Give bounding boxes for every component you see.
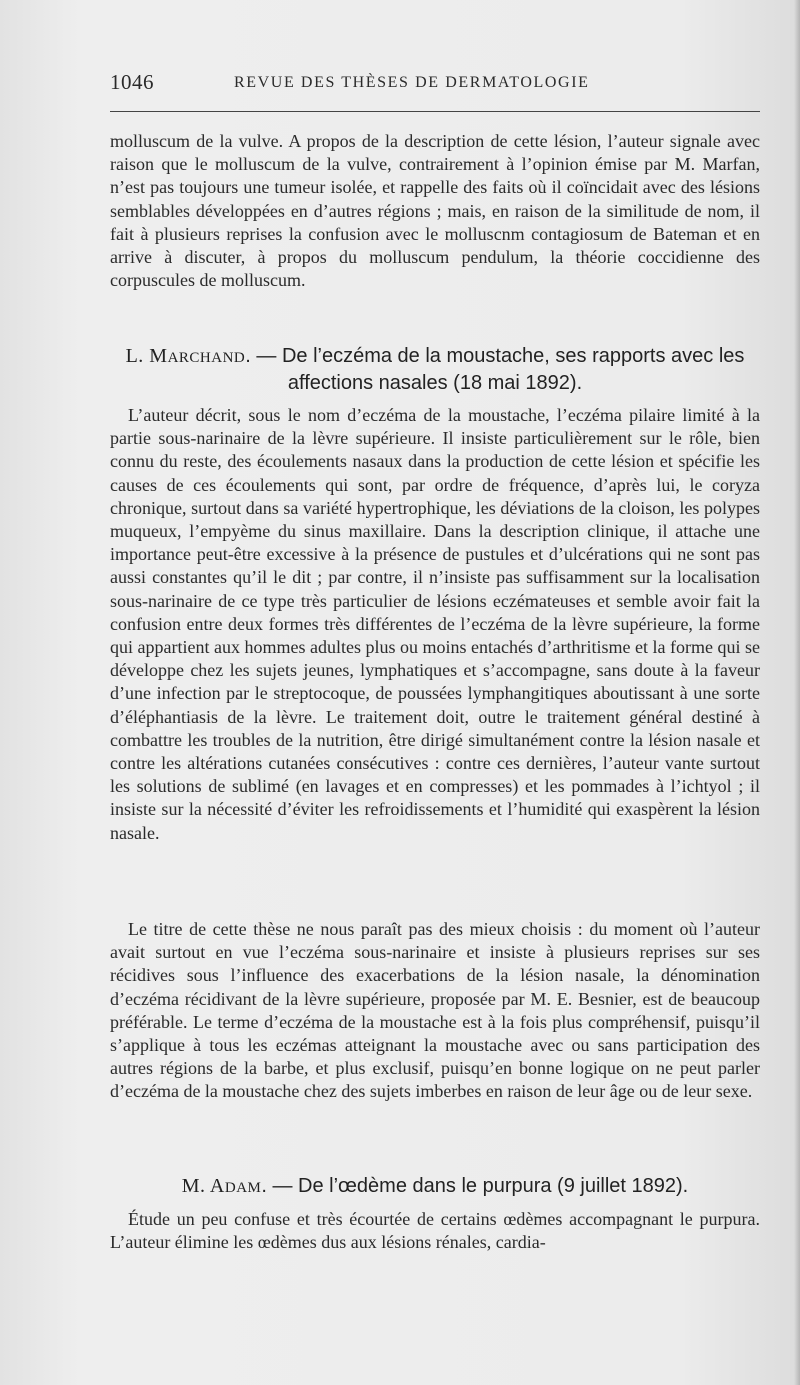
- paragraph-eczema-critique: Le titre de cette thèse ne nous paraît pas des mieux choisis : du moment où l’auteur avait surtout en vue l’eczéma sous-narinaire et insiste à plusieurs reprises sur ses récidives sous l’influence des exacerbations de la lésion nasale, la dénomination d’eczéma récidivant de la lèvre supérieure, proposée par M. E. Besnier, est de beaucoup préférable. Le terme d’eczéma de la moustache est à la fois plus compréhensif, puisqu’il s’applique à tous les eczémas atteignant la moustache avec ou sans participation des autres régions de la barbe, et plus exclusif, puisqu’en bonne logique on ne peut parler d’eczéma de la moustache chez des sujets imberbes en raison de leur âge ou de leur sexe.: [110, 919, 760, 1102]
- author-initial: L. M: [125, 345, 168, 367]
- heading-dash: . —: [245, 345, 282, 367]
- heading-dash: . —: [261, 1175, 299, 1197]
- header-rule: [110, 111, 760, 112]
- section-heading-adam: [110, 1174, 760, 1201]
- paragraph-purpura: Étude un peu confuse et très écourtée de certains œdèmes accompagnant le purpura. L’auteur élimine les œdèmes dus aux lésions rénales, cardia-: [110, 1209, 760, 1253]
- author-smallcaps: ARCHAND: [167, 350, 246, 366]
- page-header: [110, 70, 760, 104]
- page-edge-shadow: [794, 0, 800, 1385]
- thesis-title: De l’œdème dans le purpura (9 juillet 1892).: [298, 1175, 689, 1197]
- paragraph-eczema-description: L’auteur décrit, sous le nom d’eczéma de la moustache, l’eczéma pilaire limité à la partie sous-narinaire de la lèvre supérieure. Il insiste particulièrement sur le rôle, bien connu du reste, des écoulements nasaux dans la production de cette lésion et spécifie les causes de ces écoulements qui sont, par ordre de fréquence, d’après lui, le coryza chronique, surtout dans sa variété hypertrophique, les déviations de la cloison, les polypes muqueux, l’empyème du sinus maxillaire. Dans la description clinique, il attache une importance peut-être excessive à la présence de pustules et d’ulcérations qui ne sont pas aussi constantes qu’il le dit ; par contre, il n’insiste pas suffisamment sur la localisation sous-narinaire de ce type très particulier de lésions eczémateuses et semble avoir fait la confusion entre deux formes très différentes de l’eczéma de la lèvre supérieure, la forme qui appartient aux hommes adultes plus ou moins entachés d’arthritisme et la forme qui se développe chez les sujets jeunes, lymphatiques et s’accompagne, sans doute à la faveur d’une infection par le streptocoque, de poussées lymphangitiques aboutissant à une sorte d’éléphantiasis de la lèvre. Le traitement doit, outre le traitement général destiné à combattre les troubles de la nutrition, être dirigé simultanément contre la lésion nasale et contre les altérations cutanées consécutives : contre ces dernières, l’auteur vante surtout les solutions de sublimé (en lavages et en compresses) et les pommades à l’ichtyol ; il insiste sur la nécessité d’éviter les refroidissements et l’humidité qui exaspèrent la lésion nasale.: [110, 405, 760, 843]
- author-initial: M. A: [181, 1175, 225, 1197]
- paragraph-molluscum: molluscum de la vulve. A propos de la description de cette lésion, l’auteur signale avec raison que le molluscum de la vulve, contrairement à l’opinion émise par M. Marfan, n’est pas toujours une tumeur isolée, et rappelle des faits où il coïncidait avec des lésions semblables développées en d’autres régions ; mais, en raison de la similitude de nom, il fait à plusieurs reprises la confusion avec le molluscnm contagiosum de Bateman et en arrive à discuter, à propos du molluscum pendulum, la théorie coccidienne des corpuscules de molluscum.: [110, 131, 760, 291]
- author-name: [182, 1175, 262, 1197]
- author-smallcaps: DAM: [224, 1180, 262, 1196]
- running-title: REVUE DES THÈSES DE DERMATOLOGIE: [234, 74, 590, 91]
- section-heading-marchand: [110, 344, 760, 396]
- thesis-title: De l’eczéma de la moustache, ses rapports avec les affections nasales (18 mai 1892).: [281, 345, 745, 394]
- page-number: 1046: [110, 70, 154, 94]
- author-name: [126, 345, 246, 367]
